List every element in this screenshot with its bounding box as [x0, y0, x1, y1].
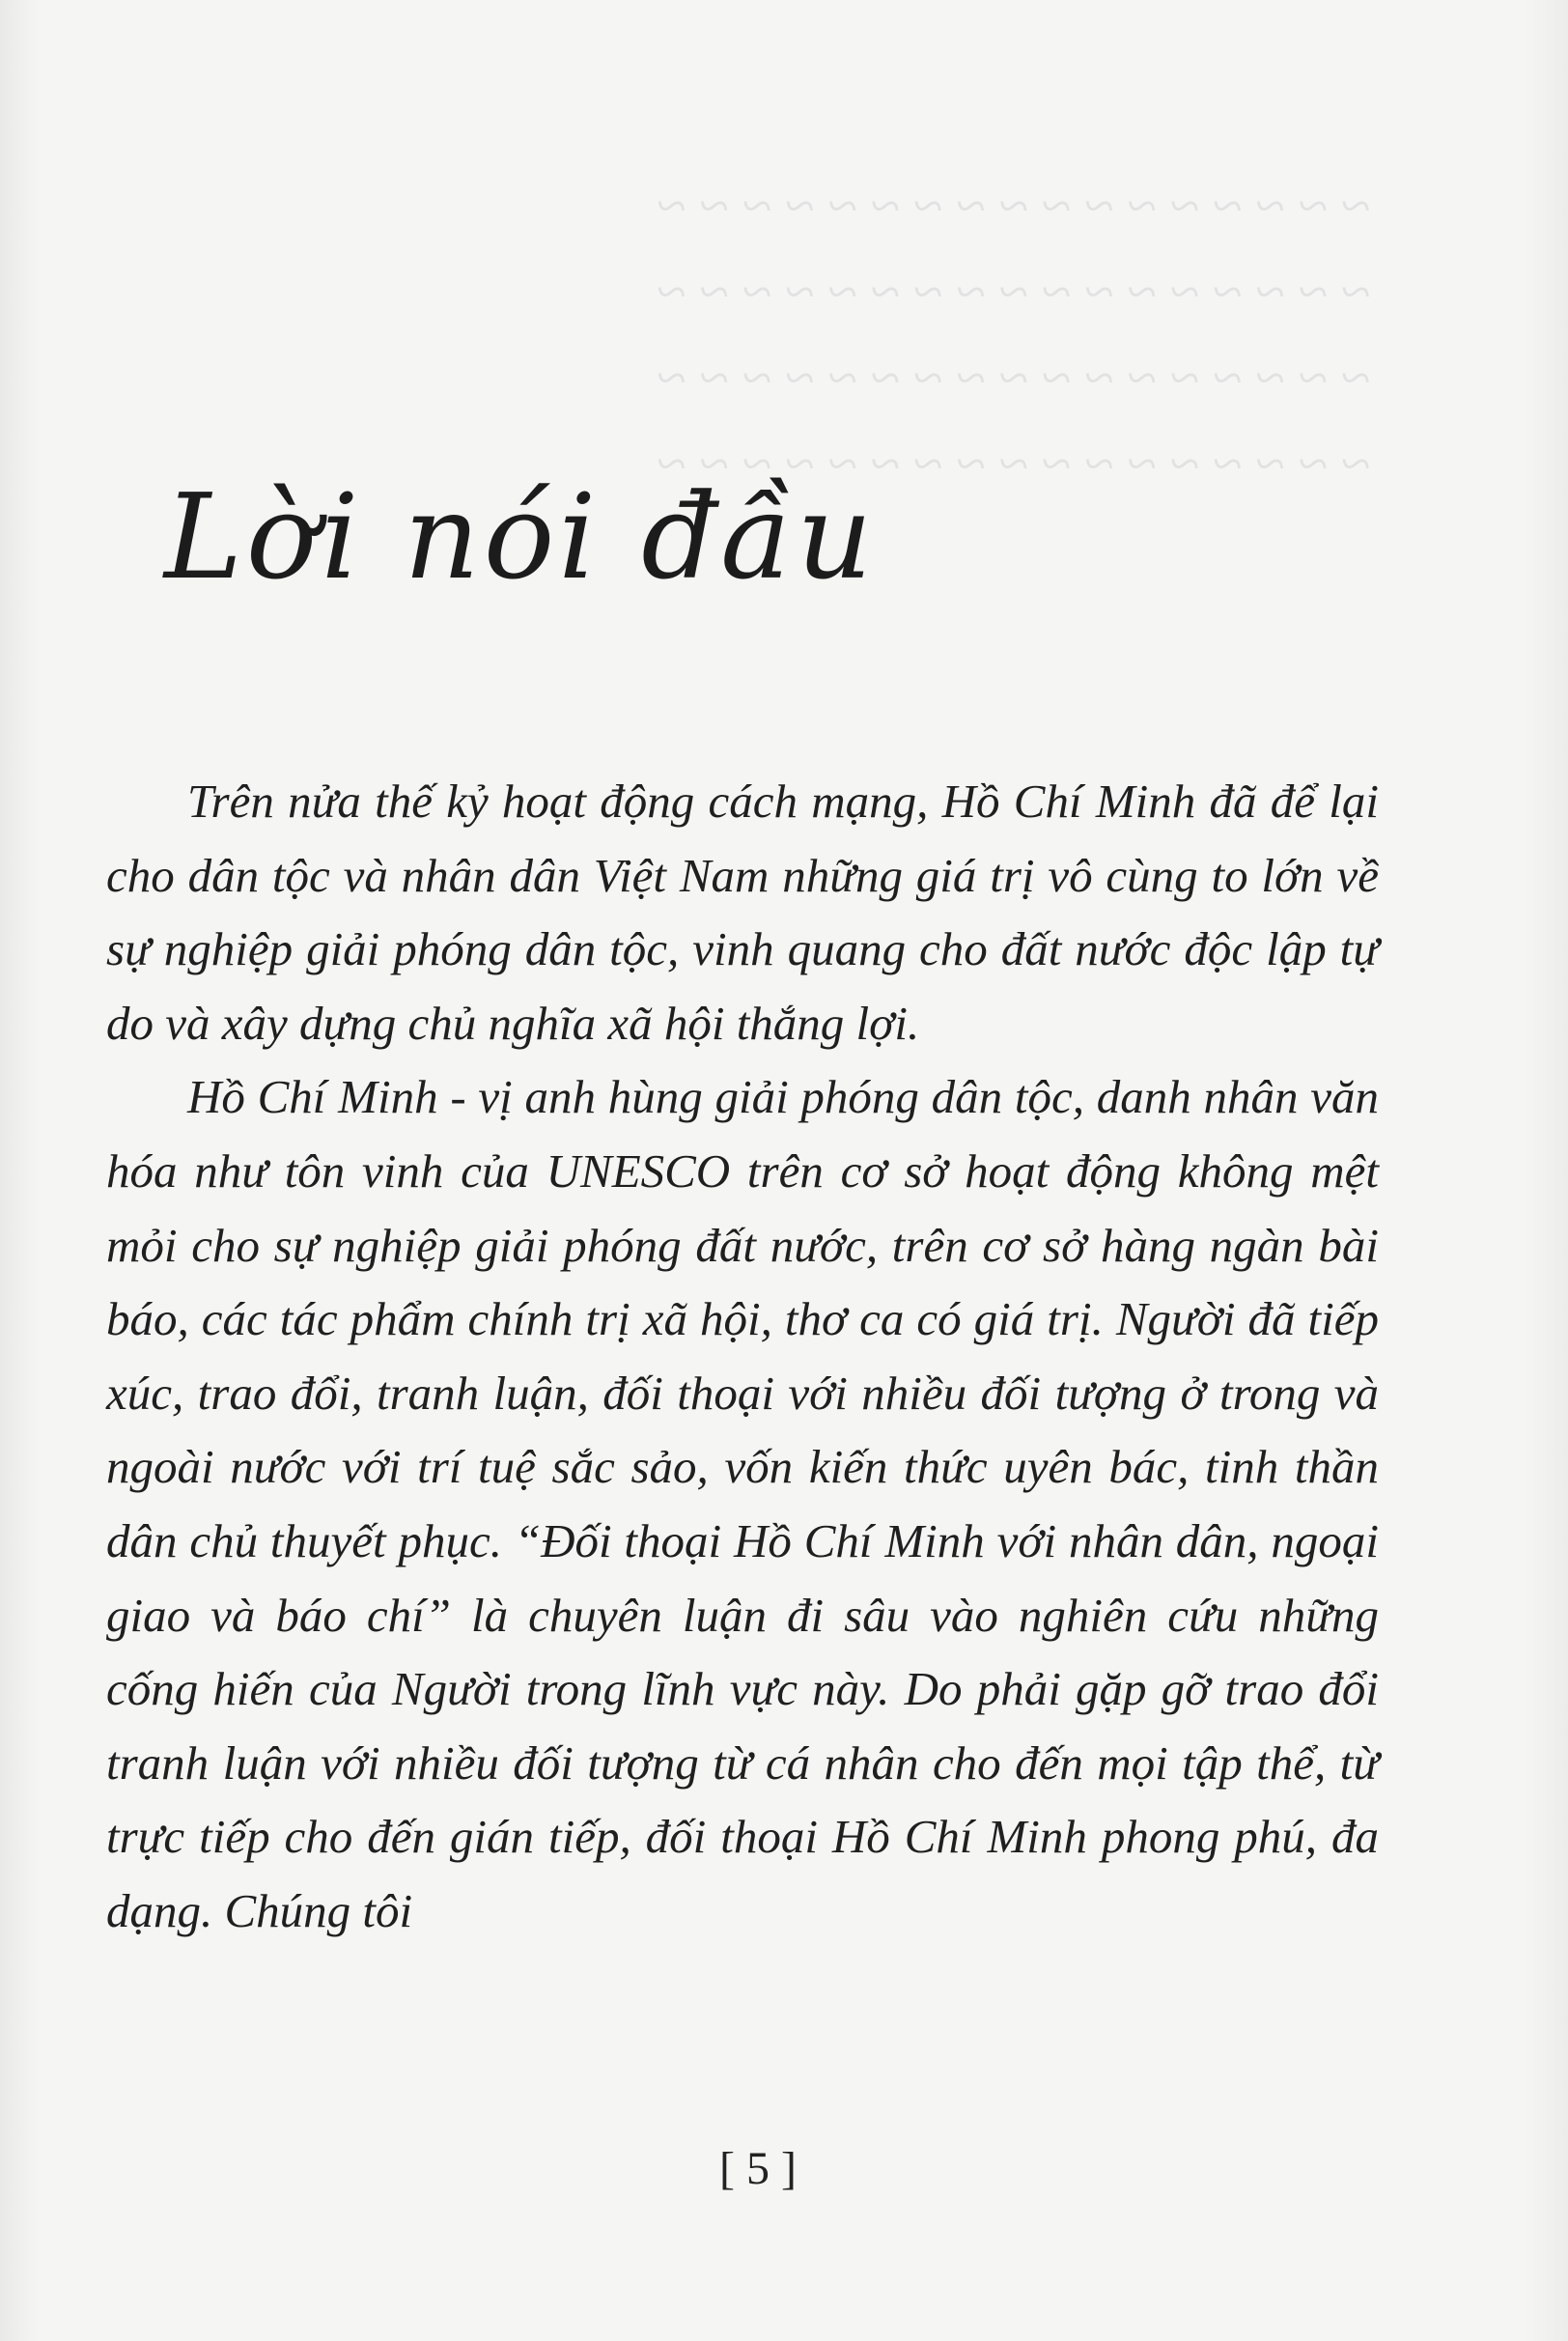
body-text	[106, 765, 1379, 1949]
bleed-through-decoration: ~ ~ ~ ~ ~ ~ ~ ~ ~ ~ ~ ~ ~ ~ ~ ~ ~ ~ ~ ~ ~ ~ ~ ~ ~ ~ ~ ~ ~ ~ ~ ~ ~ ~ ~ ~ ~ ~ ~ ~ ~ ~ ~ ~ ~ ~ ~ ~ ~ ~ ~ ~ ~ ~ ~ ~ ~ ~ ~ ~ ~ ~ ~ ~ ~ ~ ~ ~	[657, 177, 1371, 494]
paragraph: Hồ Chí Minh - vị anh hùng giải phóng dân tộc, danh nhân văn hóa như tôn vinh của UNESCO trên cơ sở hoạt động không mệt mỏi cho sự nghiệp giải phóng đất nước, trên cơ sở hàng ngàn bài báo, các tác phẩm chính trị xã hội, thơ ca có giá trị. Người đã tiếp xúc, trao đổi, tranh luận, đối thoại với nhiều đối tượng ở trong và ngoài nước với trí tuệ sắc sảo, vốn kiến thức uyên bác, tinh thần dân chủ thuyết phục. “Đối thoại Hồ Chí Minh với nhân dân, ngoại giao và báo chí” là chuyên luận đi sâu vào nghiên cứu những cống hiến của Người trong lĩnh vực này. Do phải gặp gỡ trao đổi tranh luận với nhiều đối tượng từ cá nhân cho đến mọi tập thể, từ trực tiếp cho đến gián tiếp, đối thoại Hồ Chí Minh phong phú, đa dạng. Chúng tôi	[106, 1070, 1379, 1937]
page-number: [ 5 ]	[719, 2143, 797, 2194]
paragraph: Trên nửa thế kỷ hoạt động cách mạng, Hồ Chí Minh đã để lại cho dân tộc và nhân dân Việt Nam những giá trị vô cùng to lớn về sự nghiệp giải phóng dân tộc, vinh quang cho đất nước độc lập tự do và xây dựng chủ nghĩa xã hội thắng lợi.	[106, 775, 1379, 1050]
chapter-heading: Lời nói đầu	[164, 468, 877, 606]
